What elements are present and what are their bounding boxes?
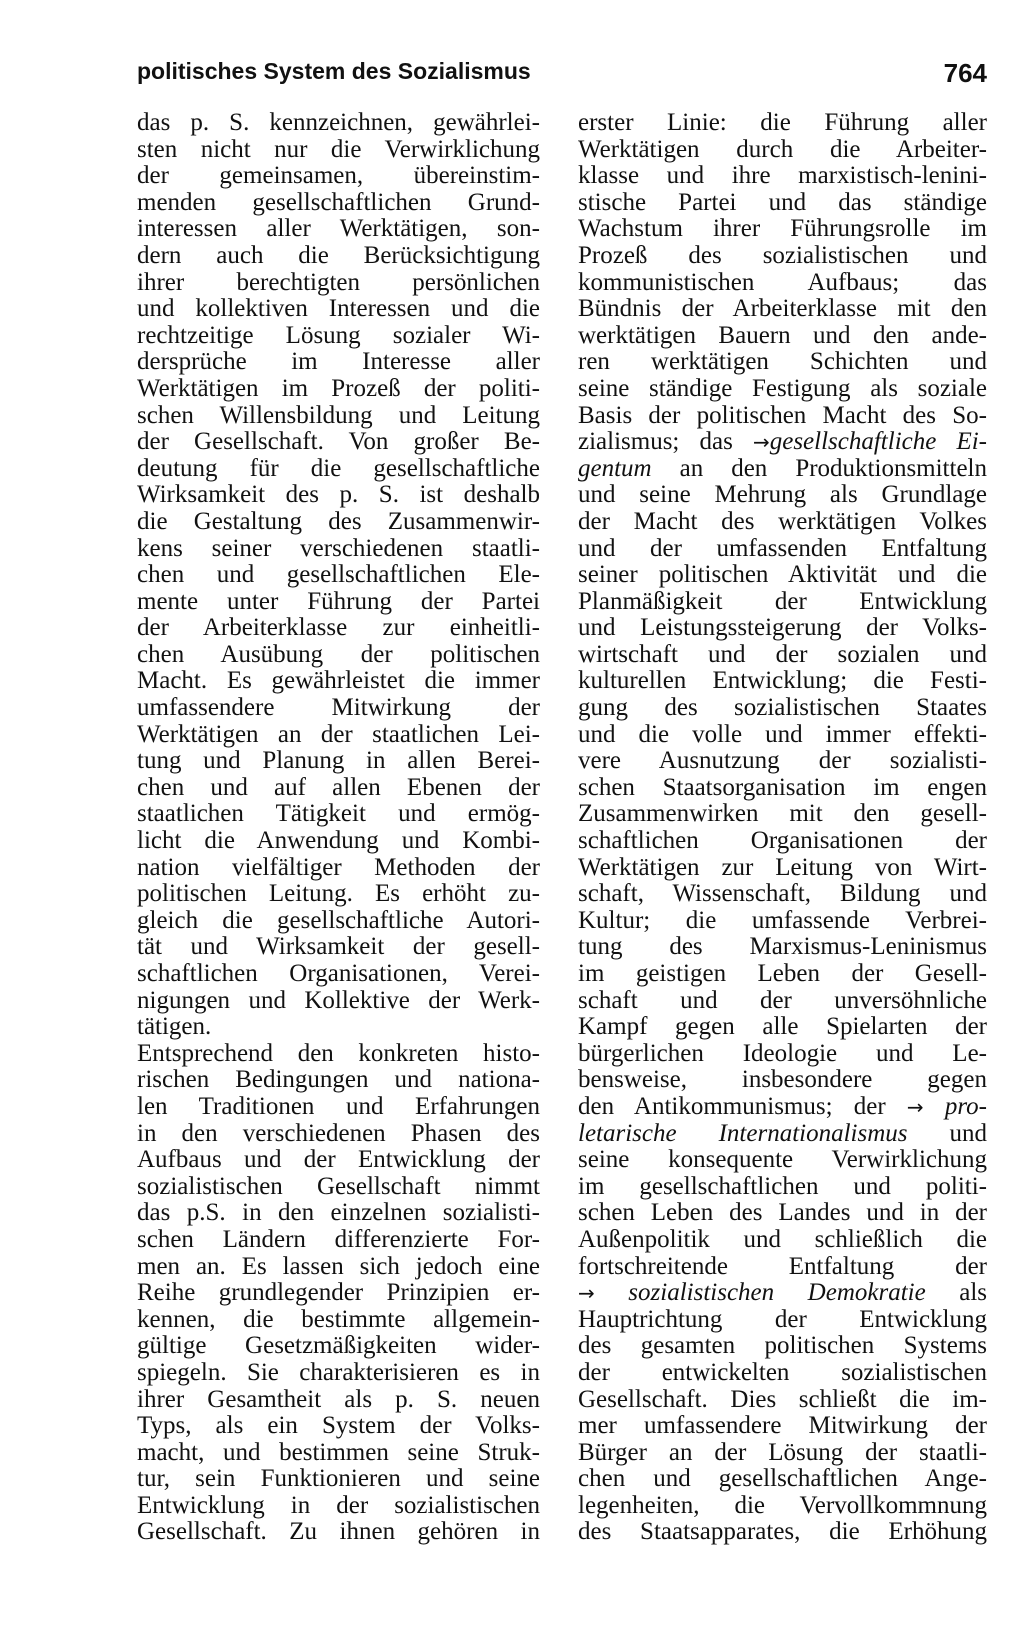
text-line: umfassendere Mitwirkung der [137,695,540,722]
text-line: fortschreitende Entfaltung der [578,1253,987,1280]
text-line: der Macht des werktätigen Volkes [578,508,987,535]
text-line: nation vielfältiger Methoden der [137,854,540,881]
text-line: Werktätigen im Prozeß der politi- [137,375,540,402]
cross-reference-term: pro- [923,1093,987,1120]
text-line: schaft, Wissenschaft, Bildung und [578,881,987,908]
text-segment: den Antikommunismus; der [578,1093,907,1120]
text-line: tätigen. [137,1014,212,1041]
text-line: und die volle und immer effekti- [578,721,987,748]
text-line: ihrer Gesamtheit als p. S. neuen [137,1386,540,1413]
text-line: bürgerlichen Ideologie und Le- [578,1040,987,1067]
text-line: menden gesellschaftlichen Grund- [137,189,540,216]
text-line: Werktätigen durch die Arbeiter- [578,136,987,163]
text-line: der entwickelten sozialistischen [578,1359,987,1386]
text-line: Entwicklung in der sozialistischen [137,1492,540,1519]
text-line: dern auch die Berücksichtigung [137,242,540,269]
cross-reference-arrow-icon: → [578,1281,595,1306]
text-line: gültige Gesetzmäßigkeiten wider- [137,1333,540,1360]
cross-reference-term: sozialistischen Demokratie [594,1280,926,1307]
text-line: len Traditionen und Erfahrungen [137,1093,540,1120]
text-line: kens seiner verschiedenen staatli- [137,535,540,562]
text-line: spiegeln. Sie charakterisieren es in [137,1359,540,1386]
text-line: Werktätigen an der staatlichen Lei- [137,721,540,748]
text-line: tät und Wirksamkeit der gesell- [137,934,540,961]
text-line: ihrer berechtigten persönlichen [137,269,540,296]
text-line: und seine Mehrung als Grundlage [578,482,987,509]
text-line: legenheiten, die Vervollkommnung [578,1492,987,1519]
text-line: tung und Planung in allen Berei- [137,748,540,775]
page-number: 764 [943,58,987,88]
text-line: seine konsequente Verwirklichung [578,1147,987,1174]
text-line: Gesellschaft. Dies schließt die im- [578,1386,987,1413]
text-line: Prozeß des sozialistischen und [578,242,987,269]
text-line: kennen, die bestimmte allgemein- [137,1306,540,1333]
text-line: chen und gesellschaftlichen Ele- [137,562,540,589]
text-line: im gesellschaftlichen und politi- [578,1173,987,1200]
text-line [578,429,987,456]
text-line: deutung für die gesellschaftliche [137,455,540,482]
text-line: der gemeinsamen, übereinstim- [137,163,540,190]
text-line: dersprüche im Interesse aller [137,349,540,376]
text-line: rischen Bedingungen und nationa- [137,1067,540,1094]
text-line: schaftlichen Organisationen der [578,828,987,855]
text-segment: an den Produktionsmitteln [651,455,987,482]
text-line: rechtzeitige Lösung sozialer Wi- [137,322,540,349]
text-line: kommunistischen Aufbaus; das [578,269,987,296]
left-text-column [137,110,540,1546]
text-segment: und [907,1120,987,1147]
page-header [137,58,987,98]
cross-reference-arrow-icon: → [906,1094,924,1119]
text-line: mer umfassendere Mitwirkung der [578,1413,987,1440]
text-line: Werktätigen zur Leitung von Wirt- [578,854,987,881]
text-line [578,1121,987,1148]
text-line: licht die Anwendung und Kombi- [137,828,540,855]
right-text-column [578,110,987,1546]
text-line: erster Linie: die Führung aller [578,110,987,136]
text-line: Typs, als ein System der Volks- [137,1413,540,1440]
text-line: sozialistischen Gesellschaft nimmt [137,1173,540,1200]
text-line: tur, sein Funktionieren und seine [137,1466,540,1493]
text-line: der Arbeiterklasse zur einheitli- [137,615,540,642]
text-line: und Leistungssteigerung der Volks- [578,615,987,642]
text-line: sten nicht nur die Verwirklichung [137,136,540,163]
text-line: schaft und der unversöhnliche [578,987,987,1014]
text-line: Aufbaus und der Entwicklung der [137,1147,540,1174]
text-line: Planmäßigkeit der Entwicklung [578,588,987,615]
text-line: interessen aller Werktätigen, son- [137,216,540,243]
text-line: politischen Leitung. Es erhöht zu- [137,881,540,908]
text-line: bensweise, insbesondere gegen [578,1067,987,1094]
text-line: seiner politischen Aktivität und die [578,562,987,589]
text-line: des Staatsapparates, die Erhöhung [578,1519,987,1546]
text-line: die Gestaltung des Zusammenwir- [137,508,540,535]
cross-reference-term: gesellschaftliche Ei- [769,429,987,456]
text-line: tung des Marxismus-Leninismus [578,934,987,961]
text-line: chen und auf allen Ebenen der [137,774,540,801]
text-line: Entsprechend den konkreten histo- [137,1040,540,1067]
text-line: und kollektiven Interessen und die [137,296,540,323]
text-line: im geistigen Leben der Gesell- [578,961,987,987]
text-line: des gesamten politischen Systems [578,1333,987,1360]
text-line: schaftlichen Organisationen, Verei- [137,961,540,987]
text-line: vere Ausnutzung der sozialisti- [578,748,987,775]
text-line: werktätigen Bauern und den ande- [578,322,987,349]
text-line: Bürger an der Lösung der staatli- [578,1439,987,1466]
text-line: gleich die gesellschaftliche Autori- [137,907,540,934]
running-title: politisches System des Sozialismus [137,58,531,84]
text-line: das p. S. kennzeichnen, gewährlei- [137,110,540,136]
text-line: stische Partei und das ständige [578,189,987,216]
text-line: gung des sozialistischen Staates [578,695,987,722]
text-line: kulturellen Entwicklung; die Festi- [578,668,987,695]
text-line: chen Ausübung der politischen [137,641,540,668]
text-line: wirtschaft und der sozialen und [578,641,987,668]
text-line: Wachstum ihrer Führungsrolle im [578,216,987,243]
text-line: schen Leben des Landes und in der [578,1200,987,1227]
text-line: staatlichen Tätigkeit und ermög- [137,801,540,828]
text-line: Kultur; die umfassende Verbrei- [578,907,987,934]
text-line: Kampf gegen alle Spielarten der [578,1014,987,1041]
text-line: das p.S. in den einzelnen sozialisti- [137,1200,540,1227]
cross-reference-term: gentum [578,455,652,482]
text-line: Außenpolitik und schließlich die [578,1226,987,1253]
text-line: schen Ländern differenzierte For- [137,1226,540,1253]
text-line: Hauptrichtung der Entwicklung [578,1306,987,1333]
text-segment: zialismus; das [578,429,753,456]
text-line: ren werktätigen Schichten und [578,349,987,376]
text-line: klasse und ihre marxistisch-lenini- [578,163,987,190]
text-line: in den verschiedenen Phasen des [137,1120,540,1147]
text-line: Bündnis der Arbeiterklasse mit den [578,296,987,323]
text-line: Basis der politischen Macht des So- [578,402,987,429]
text-line: Zusammenwirken mit den gesell- [578,801,987,828]
text-line [578,456,987,483]
text-line: macht, und bestimmen seine Struk- [137,1439,540,1466]
text-line: und der umfassenden Entfaltung [578,535,987,562]
text-line: seine ständige Festigung als soziale [578,375,987,402]
text-line: nigungen und Kollektive der Werk- [137,987,540,1014]
text-line [578,1094,987,1121]
text-line: Gesellschaft. Zu ihnen gehören in [137,1519,540,1546]
text-line: Wirksamkeit des p. S. ist deshalb [137,482,540,509]
text-line: Macht. Es gewährleistet die immer [137,668,540,695]
text-line: mente unter Führung der Partei [137,588,540,615]
text-line: men an. Es lassen sich jedoch eine [137,1253,540,1280]
text-line [578,1280,987,1307]
text-line: chen und gesellschaftlichen Ange- [578,1466,987,1493]
text-line: schen Staatsorganisation im engen [578,774,987,801]
cross-reference-arrow-icon: → [752,430,770,455]
text-segment: als [925,1280,987,1307]
text-line: der Gesellschaft. Von großer Be- [137,429,540,456]
text-line: schen Willensbildung und Leitung [137,402,540,429]
text-line: Reihe grundlegender Prinzipien er- [137,1280,540,1307]
cross-reference-term: letarische Internationalismus [578,1120,908,1147]
